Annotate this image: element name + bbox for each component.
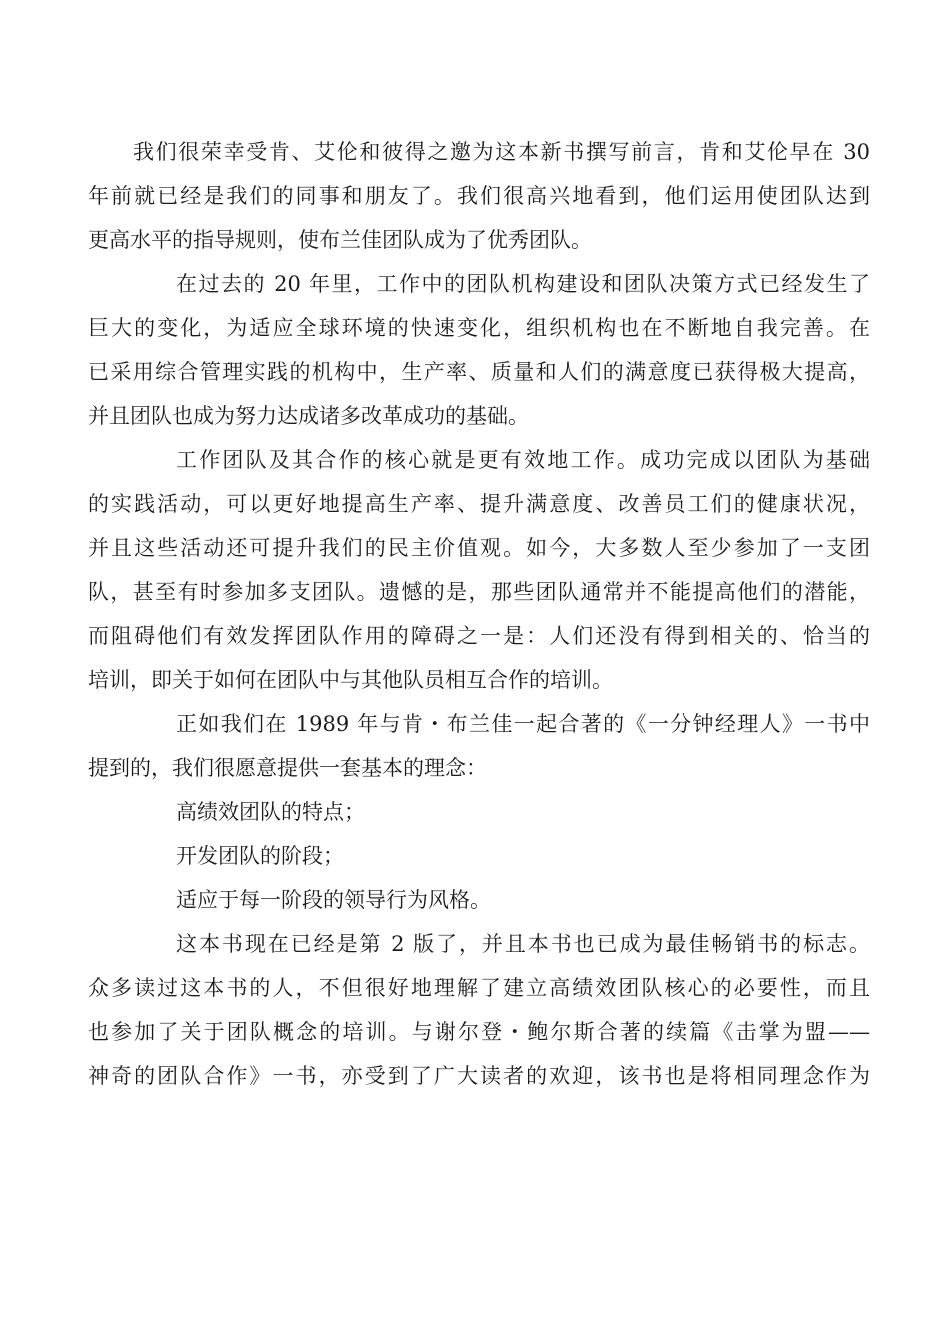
text-line: 也参加了关于团队概念的培训。与谢尔登・鲍尔斯合著的续篇《击掌为盟—— — [88, 1020, 870, 1044]
text-line: 巨大的变化，为适应全球环境的快速变化，组织机构也在不断地自我完善。在 — [88, 316, 870, 340]
text-line: 培训，即关于如何在团队中与其他队员相互合作的培训。 — [88, 668, 613, 692]
text-line: 队，甚至有时参加多支团队。遗憾的是，那些团队通常并不能提高他们的潜能， — [88, 580, 870, 604]
paragraph — [88, 922, 870, 1098]
text-line: 神奇的团队合作》一书，亦受到了广大读者的欢迎，该书也是将相同理念作为 — [88, 1064, 870, 1088]
text-line: 正如我们在 1989 年与肯・布兰佳一起合著的《一分钟经理人》一书中 — [176, 712, 870, 736]
text-line: 这本书现在已经是第 2 版了，并且本书也已成为最佳畅销书的标志。 — [176, 932, 870, 956]
list-item: 适应于每一阶段的领导行为风格。 — [176, 888, 491, 912]
text-line: 的实践活动，可以更好地提高生产率、提升满意度、改善员工们的健康状况， — [88, 492, 870, 516]
bullet-list — [88, 790, 870, 922]
paragraph — [88, 438, 870, 702]
document-body — [88, 130, 870, 1098]
paragraph — [88, 262, 870, 438]
text-line: 众多读过这本书的人，不但很好地理解了建立高绩效团队核心的必要性，而且 — [88, 976, 870, 1000]
text-line: 已采用综合管理实践的机构中，生产率、质量和人们的满意度已获得极大提高， — [88, 360, 870, 384]
text-line: 而阻碍他们有效发挥团队作用的障碍之一是：人们还没有得到相关的、恰当的 — [88, 624, 870, 648]
text-line: 并且这些活动还可提升我们的民主价值观。如今，大多数人至少参加了一支团 — [88, 536, 870, 560]
text-line: 提到的，我们很愿意提供一套基本的理念： — [88, 756, 487, 780]
text-line: 我们很荣幸受肯、艾伦和彼得之邀为这本新书撰写前言，肯和艾伦早在 30 — [133, 140, 870, 164]
paragraph — [88, 702, 870, 790]
list-item: 高绩效团队的特点； — [176, 800, 365, 824]
text-line: 并且团队也成为努力达成诸多改革成功的基础。 — [88, 404, 529, 428]
list-item: 开发团队的阶段； — [176, 844, 344, 868]
text-line: 更高水平的指导规则，使布兰佳团队成为了优秀团队。 — [88, 228, 592, 252]
paragraph — [88, 130, 870, 262]
text-line: 年前就已经是我们的同事和朋友了。我们很高兴地看到，他们运用使团队达到 — [88, 184, 870, 208]
text-line: 在过去的 20 年里，工作中的团队机构建设和团队决策方式已经发生了 — [176, 272, 870, 296]
text-line: 工作团队及其合作的核心就是更有效地工作。成功完成以团队为基础 — [176, 448, 870, 472]
